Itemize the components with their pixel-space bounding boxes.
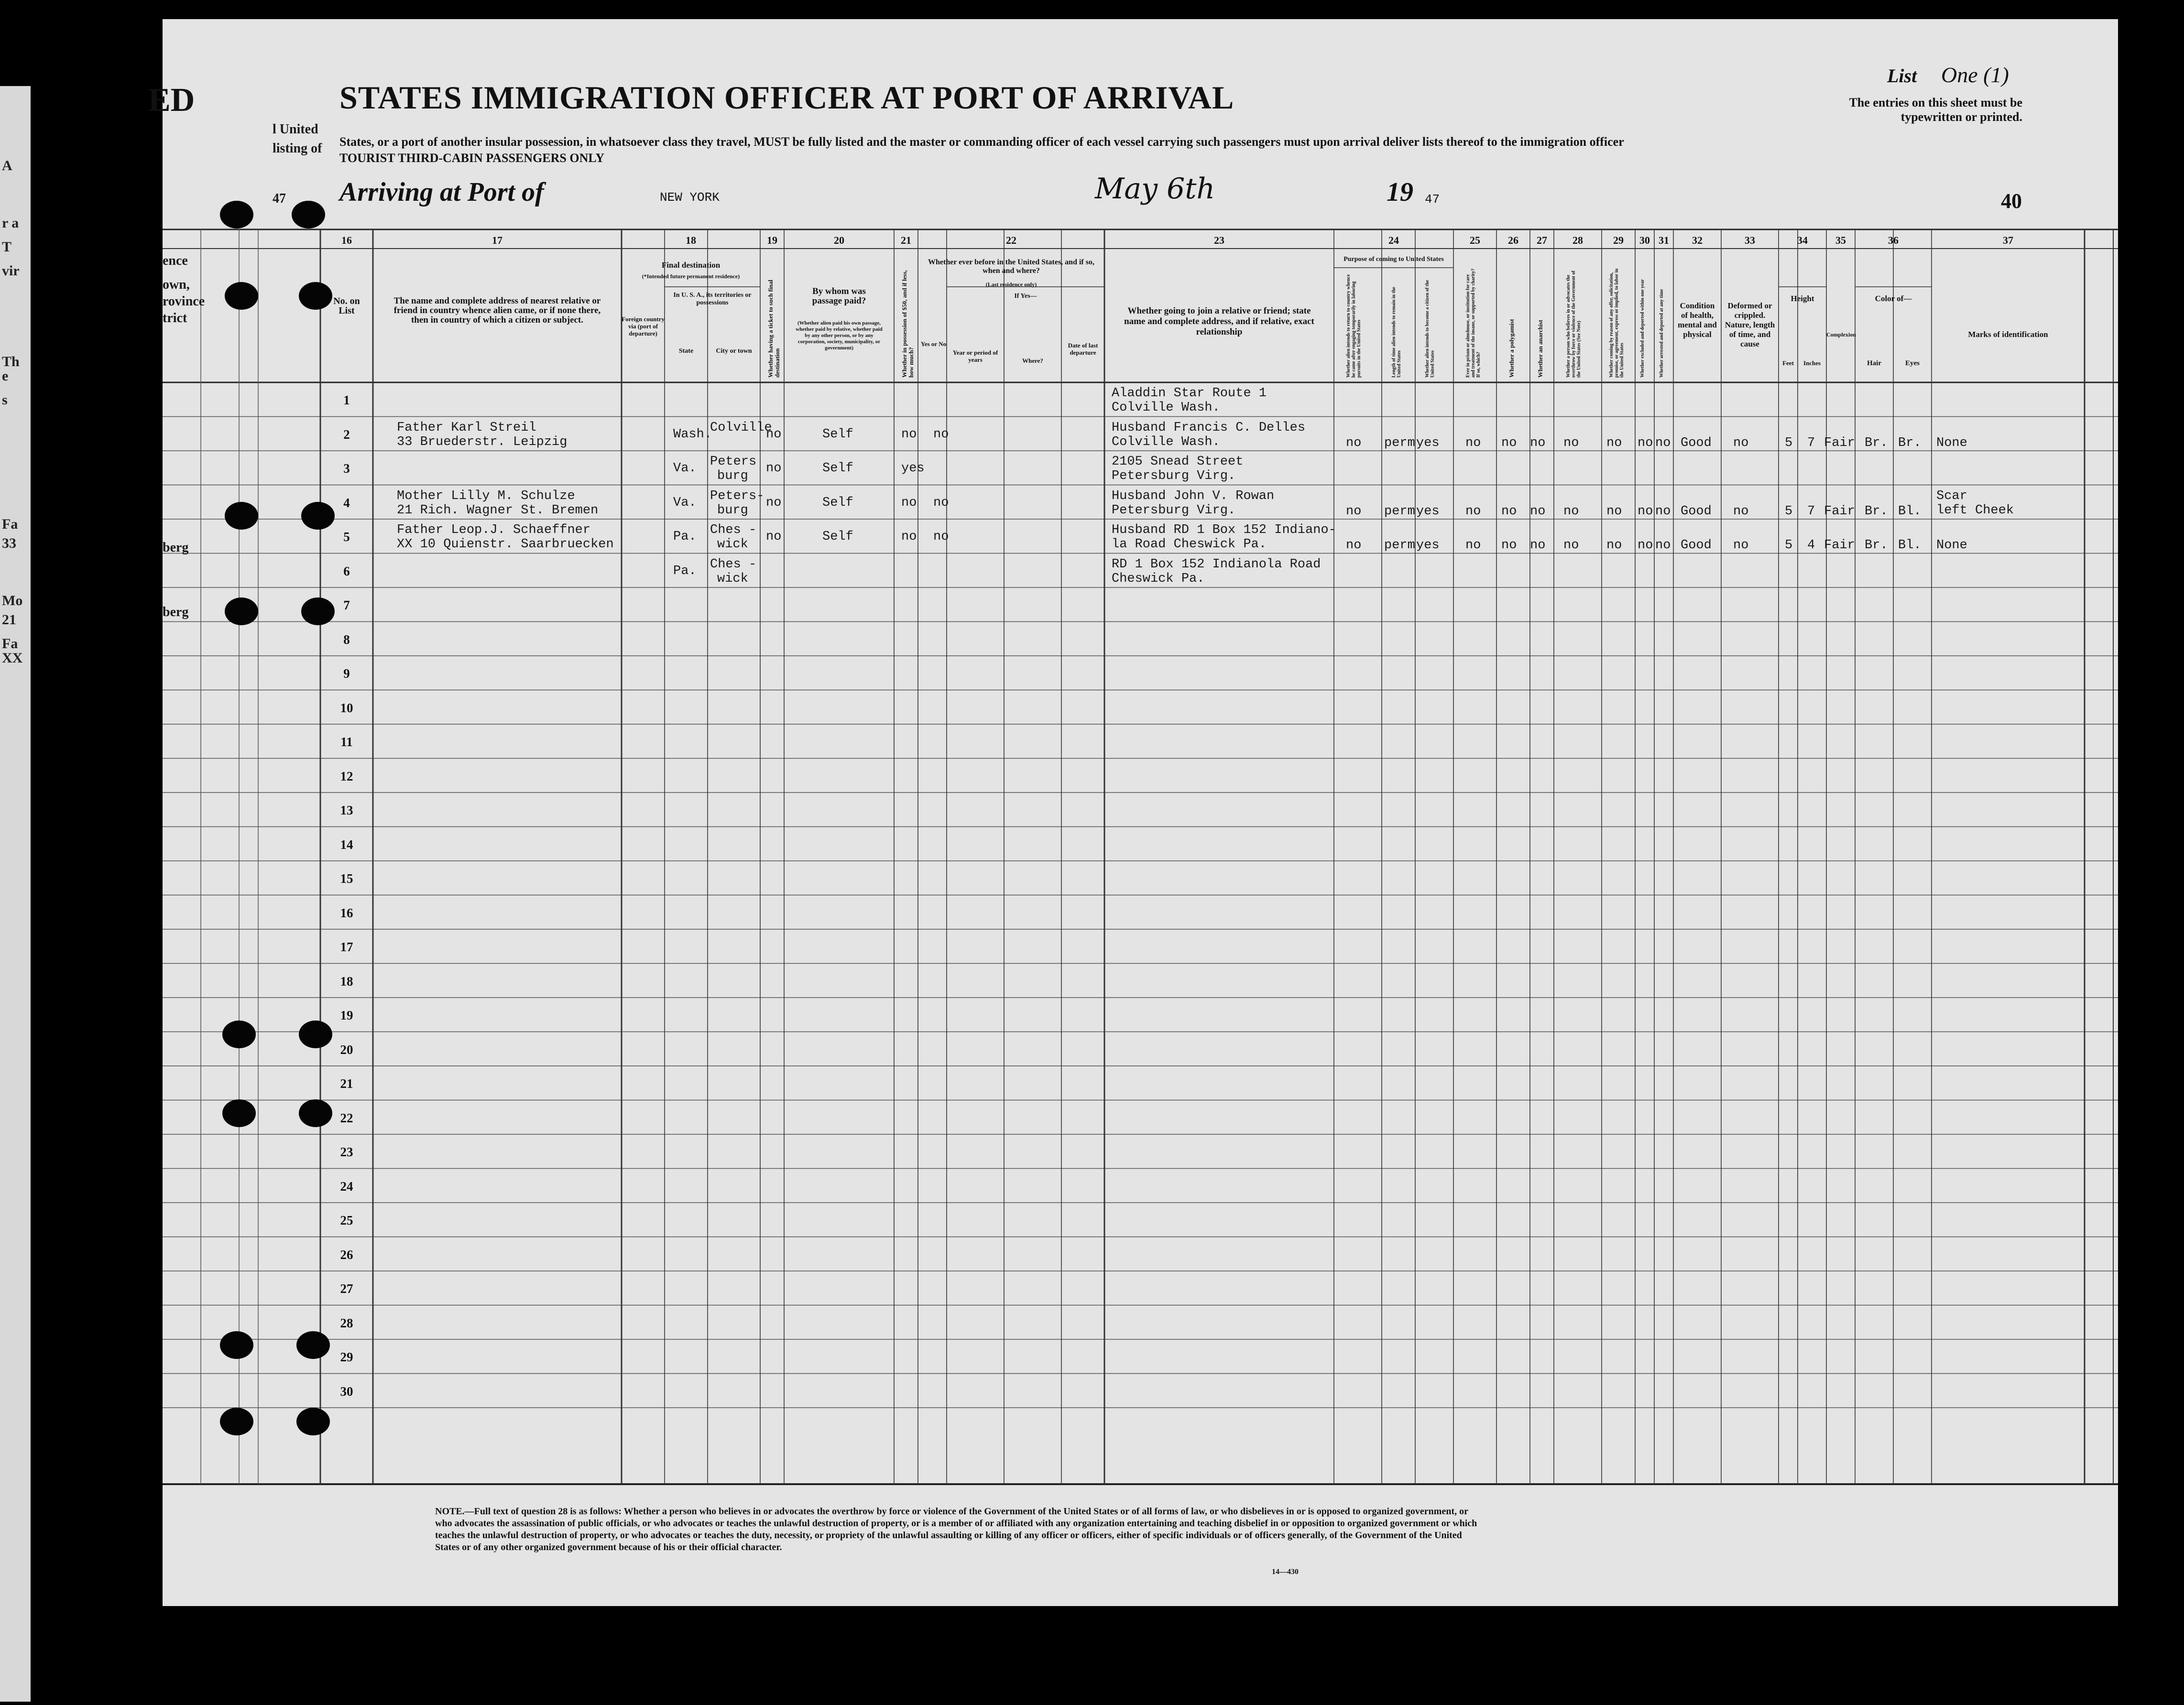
row-number: 7 xyxy=(343,598,350,612)
q26: no xyxy=(1501,538,1517,553)
row-number: 25 xyxy=(340,1213,353,1227)
dest-city: Peters xyxy=(710,455,757,469)
relative-name: Mother Lilly M. Schulze xyxy=(397,489,575,503)
joining-line-1: 2105 Snead Street xyxy=(1112,455,1244,469)
height-feet: 5 xyxy=(1785,504,1793,519)
column-number: 34 xyxy=(1797,234,1808,246)
money: no xyxy=(901,495,917,510)
complexion: Fair xyxy=(1824,538,1855,553)
dest-city: Ches - xyxy=(710,557,757,572)
column-header-q28: Whether a person who believes in or advocates the overthrow by force or violence of the Government of the United States (See Note) xyxy=(1566,271,1582,378)
q29: no xyxy=(1606,435,1622,450)
dest-state: Va. xyxy=(673,461,697,476)
column-header-purpose: Purpose of coming to United States xyxy=(1343,256,1444,263)
column-header-purpose-a: Whether alien intends to return to country whence he came after engaging temporarily in laboring pursuits in the United States xyxy=(1346,274,1362,378)
row-number: 19 xyxy=(340,1008,353,1022)
marks: None xyxy=(1936,538,1967,553)
q30: no xyxy=(1638,435,1653,450)
previous-page-fragment: 47 xyxy=(273,191,286,206)
relative-address: 33 Bruederstr. Leipzig xyxy=(397,434,568,449)
previous-frame-strip xyxy=(0,86,31,1702)
row-number: 27 xyxy=(340,1281,353,1296)
strip-fragment: Fa xyxy=(2,636,18,652)
ticket: no xyxy=(766,530,782,544)
column-header-feet: Feet xyxy=(1782,359,1794,367)
row-number: 28 xyxy=(340,1315,353,1330)
purpose-length: perm xyxy=(1384,538,1415,553)
column-number: 21 xyxy=(901,234,911,246)
dest-state: Va. xyxy=(673,495,697,510)
row-number: 24 xyxy=(340,1179,353,1194)
q30: no xyxy=(1638,538,1653,553)
strip-text-container xyxy=(0,86,31,1702)
column-header-purpose-b: Length of time alien intends to remain in the United States xyxy=(1391,287,1402,378)
hair-color: Br. xyxy=(1865,435,1888,450)
relative-name: Father Karl Streil xyxy=(397,420,536,435)
row-number: 6 xyxy=(343,564,350,578)
column-header-anarchist: Whether an anarchist xyxy=(1537,320,1544,378)
column-number: 30 xyxy=(1639,234,1650,246)
footnote: NOTE.—Full text of question 28 is as follows: Whether a person who believes in or advocates the overthrow by force or violence of the Government of the United States or of all forms of law, or who disbelieves in or is opposed to organized government, or who advocates the assassination of public officials, or who advocates or teaches the unlawful destruction of property, or is a member of or affiliated with any organization entertaining and teaching disbelief in or opposition to organized government or which teaches the unlawful destruction of property, or who advocates or teaches the duty, necessity, or propriety of the unlawful assaulting or killing of any officer or officers, either of specific individuals or of officers generally, of the Government of the United States or of any other organized government because of his or their official character. xyxy=(435,1506,1477,1553)
column-header-color: Color of— xyxy=(1875,294,1912,303)
column-header-passage-paid: By whom was passage paid? xyxy=(812,286,866,306)
page-number: 40 xyxy=(2001,189,2022,213)
arriving-label: Arriving at Port of xyxy=(339,177,544,207)
column-header-complexion: Complexion xyxy=(1826,331,1856,338)
dest-state: Pa. xyxy=(673,530,697,544)
row-number: 29 xyxy=(340,1350,353,1364)
dest-city-2: burg xyxy=(717,503,748,518)
entries-note: The entries on this sheet must be typewritten or printed. xyxy=(1849,96,2022,124)
q27: no xyxy=(1530,435,1546,450)
column-header-relative: The name and complete address of nearest relative or friend in country whence alien came, or if none there, then in country of which a citizen or subject. xyxy=(393,296,601,325)
joining-line-2: Colville Wash. xyxy=(1112,401,1220,415)
passage-paid: Self xyxy=(822,427,853,442)
purpose-return: no xyxy=(1346,538,1362,553)
dest-city: Peters- xyxy=(710,489,764,503)
column-number: 31 xyxy=(1659,234,1669,246)
port-value: NEW YORK xyxy=(660,190,720,205)
purpose-citizen: yes xyxy=(1416,504,1440,519)
height-inches: 4 xyxy=(1807,538,1815,553)
column-number: 19 xyxy=(767,234,777,246)
row-number: 26 xyxy=(340,1247,353,1262)
q28: no xyxy=(1563,538,1579,553)
passage-paid: Self xyxy=(822,461,853,476)
purpose-return: no xyxy=(1346,435,1362,450)
q25: no xyxy=(1465,435,1481,450)
strip-fragment: Fa xyxy=(2,516,18,532)
column-number: 37 xyxy=(2003,234,2013,246)
row-number: 30 xyxy=(340,1384,353,1399)
purpose-length: perm xyxy=(1384,435,1415,450)
joining-line-1: Husband John V. Rowan xyxy=(1112,489,1275,503)
row-number: 23 xyxy=(340,1145,353,1159)
money: no xyxy=(901,530,917,544)
joining-line-2: Petersburg Virg. xyxy=(1112,503,1236,518)
row-number: 22 xyxy=(340,1110,353,1125)
previous-page-fragment: rovince xyxy=(163,294,205,309)
hair-color: Br. xyxy=(1865,538,1888,553)
q29: no xyxy=(1606,504,1622,519)
joining-line-2: Colville Wash. xyxy=(1112,434,1220,449)
q31: no xyxy=(1655,504,1671,519)
joining-line-1: Husband Francis C. Delles xyxy=(1112,420,1306,435)
column-number: 32 xyxy=(1692,234,1703,246)
row-number: 14 xyxy=(340,837,353,852)
previous-page-fragment: ence xyxy=(163,253,188,268)
dest-city: Colville xyxy=(710,420,772,435)
row-number: 20 xyxy=(340,1042,353,1057)
deformed: no xyxy=(1733,538,1749,553)
dest-state: Wash. xyxy=(673,427,712,442)
row-number: 17 xyxy=(340,940,353,954)
column-header-final-destination-sub: (*Intended future permanent residence) xyxy=(642,273,740,280)
ticket: no xyxy=(766,495,782,510)
purpose-citizen: yes xyxy=(1416,435,1440,450)
column-header-inches: Inches xyxy=(1803,359,1821,367)
intro-text: States, or a port of another insular possession, in whatsoever class they travel, MUST be fully listed and the master or commanding officer of each vessel carrying such passengers must upon arrival deliver lists thereof to the immigration officer xyxy=(339,135,1624,149)
column-header-before-in-us: Whether ever before in the United States, and if so, when and where? xyxy=(928,258,1094,275)
row-number: 2 xyxy=(343,427,350,442)
row-number: 12 xyxy=(340,769,353,783)
strip-fragment: Mo xyxy=(2,593,23,608)
column-header-height: Height xyxy=(1791,294,1814,303)
previous-page-fragment: berg xyxy=(163,540,189,555)
height-inches: 7 xyxy=(1807,504,1815,519)
column-number: 36 xyxy=(1888,234,1899,246)
height-feet: 5 xyxy=(1785,435,1793,450)
joining-line-1: RD 1 Box 152 Indianola Road xyxy=(1112,557,1321,572)
row-number: 13 xyxy=(340,803,353,817)
column-header-polygamist: Whether a polygamist xyxy=(1508,319,1515,378)
list-value-handwritten: One (1) xyxy=(1941,63,2009,87)
row-number: 11 xyxy=(340,735,353,749)
column-header-usa: In U. S. A., its territories or possessions xyxy=(673,292,752,306)
column-header-marks: Marks of identification xyxy=(1968,330,2048,339)
passenger-class-line: TOURIST THIRD-CABIN PASSENGERS ONLY xyxy=(339,151,605,165)
q25: no xyxy=(1465,504,1481,519)
eye-color: Bl. xyxy=(1898,504,1922,519)
column-header-city: City or town xyxy=(716,348,752,355)
complexion: Fair xyxy=(1824,435,1855,450)
column-header-prison: Ever in prison or almshouse, or institution for care and treatment of the insane, or supported by charity? If so, which? xyxy=(1465,268,1481,378)
joining-line-2: Petersburg Virg. xyxy=(1112,469,1236,483)
strip-fragment: XX xyxy=(2,650,23,666)
column-header-money: Whether in possession of $50, and if less, how much? xyxy=(901,270,915,378)
q28: no xyxy=(1563,435,1579,450)
column-header-date-departure: Date of last departure xyxy=(1068,342,1098,356)
page-title: STATES IMMIGRATION OFFICER AT PORT OF ARRIVAL xyxy=(339,79,1234,116)
previous-page-fragment: l United xyxy=(273,122,318,137)
q31: no xyxy=(1655,435,1671,450)
purpose-return: no xyxy=(1346,504,1362,519)
joining-line-2: la Road Cheswick Pa. xyxy=(1112,537,1267,552)
column-header-purpose-c: Whether alien intends to become a citizen of the United States xyxy=(1425,280,1435,378)
previous-page-fragment: listing of xyxy=(273,141,322,156)
health: Good xyxy=(1681,538,1712,553)
column-number: 16 xyxy=(341,234,352,246)
row-number: 10 xyxy=(340,700,353,715)
strip-fragment: vir xyxy=(2,263,20,279)
relative-name: Father Leop.J. Schaeffner xyxy=(397,523,591,537)
complexion: Fair xyxy=(1824,504,1855,519)
column-number: 27 xyxy=(1537,234,1547,246)
year-label: 19 xyxy=(1387,177,1413,207)
arrival-date-handwritten: May 6th xyxy=(1095,172,1215,206)
dest-city-2: burg xyxy=(717,469,748,483)
deformed: no xyxy=(1733,435,1749,450)
column-number: 24 xyxy=(1388,234,1399,246)
previous-page-title: ED xyxy=(148,82,195,119)
relative-address: XX 10 Quienstr. Saarbruecken xyxy=(397,537,614,552)
strip-fragment: T xyxy=(2,239,12,255)
sheet-content xyxy=(148,19,2118,1606)
column-number: 29 xyxy=(1613,234,1624,246)
money: no xyxy=(901,427,917,442)
q25: no xyxy=(1465,538,1481,553)
row-number: 4 xyxy=(343,495,350,510)
strip-fragment: 33 xyxy=(2,535,16,551)
dest-state: Pa. xyxy=(673,564,697,578)
column-number: 33 xyxy=(1745,234,1755,246)
marks-2: left Cheek xyxy=(1936,503,2014,518)
hair-color: Br. xyxy=(1865,504,1888,519)
column-header-if-yes: If Yes— xyxy=(1014,293,1037,300)
strip-fragment: r a xyxy=(2,215,19,231)
year-value: 47 xyxy=(1425,192,1440,206)
column-header-q30: Whether excluded and deported within one year xyxy=(1640,279,1645,378)
column-header-yes-no: Yes or No xyxy=(920,340,947,348)
column-header-health: Condition of health, mental and physical xyxy=(1678,301,1717,339)
column-header-eyes: Eyes xyxy=(1905,359,1920,367)
q27: no xyxy=(1530,504,1546,519)
ticket: no xyxy=(766,427,782,442)
column-number: 22 xyxy=(1006,234,1016,246)
column-number: 26 xyxy=(1508,234,1518,246)
row-number: 21 xyxy=(340,1076,353,1091)
column-header-final-destination: Final destination xyxy=(661,261,721,270)
previous-page-fragment: berg xyxy=(163,605,189,619)
q31: no xyxy=(1655,538,1671,553)
column-header-q29: Whether coming by reason of any offer, solicitation, promise, or agreement, express or implied, to labor in the United States xyxy=(1609,268,1625,378)
joining-line-2: Cheswick Pa. xyxy=(1112,571,1205,586)
previous-page-fragment: trict xyxy=(163,311,187,326)
health: Good xyxy=(1681,504,1712,519)
eye-color: Bl. xyxy=(1898,538,1922,553)
column-header-passage-paid-sub: (Whether alien paid his own passage, whether paid by relative, whether paid by any other person, or by any corporation, society, municipality, or government) xyxy=(796,320,883,351)
purpose-citizen: yes xyxy=(1416,538,1440,553)
purpose-length: perm xyxy=(1384,504,1415,519)
column-header-where: Where? xyxy=(1022,357,1043,364)
passage-paid: Self xyxy=(822,530,853,544)
deformed: no xyxy=(1733,504,1749,519)
column-header-hair: Hair xyxy=(1867,359,1881,367)
row-number: 8 xyxy=(343,632,350,647)
money: yes xyxy=(901,461,925,476)
dest-city-2: wick xyxy=(717,537,748,552)
marks: None xyxy=(1936,435,1967,450)
strip-fragment: A xyxy=(2,158,12,174)
list-label: List xyxy=(1887,65,1917,87)
strip-fragment: e xyxy=(2,368,9,384)
q26: no xyxy=(1501,504,1517,519)
q29: no xyxy=(1606,538,1622,553)
column-header-before-sub: (Last residence only) xyxy=(985,281,1037,288)
before-in-us: no xyxy=(933,495,949,510)
column-header-deformed: Deformed or crippled. Nature, length of time, and cause xyxy=(1725,301,1775,348)
column-number: 23 xyxy=(1214,234,1224,246)
before-in-us: no xyxy=(933,530,949,544)
row-number: 1 xyxy=(343,393,350,407)
dest-city: Ches - xyxy=(710,523,757,537)
ticket: no xyxy=(766,461,782,476)
row-number: 5 xyxy=(343,530,350,544)
health: Good xyxy=(1681,435,1712,450)
previous-page-fragment: own, xyxy=(163,277,190,292)
q26: no xyxy=(1501,435,1517,450)
strip-fragment: s xyxy=(2,392,8,408)
column-header-ticket: Whether having a ticket to such final destination xyxy=(767,280,781,378)
marks: Scar xyxy=(1936,489,1967,503)
column-header-foreign-country: Foreign country via (port of departure) xyxy=(622,315,665,337)
form-code: 14—430 xyxy=(1272,1568,1299,1576)
column-number: 28 xyxy=(1572,234,1583,246)
strip-fragment: 21 xyxy=(2,612,16,628)
column-header-join-relative: Whether going to join a relative or friend; state name and complete address, and if relative, exact relationship xyxy=(1124,306,1314,337)
column-number: 18 xyxy=(686,234,696,246)
row-number: 18 xyxy=(340,974,353,988)
relative-address: 21 Rich. Wagner St. Bremen xyxy=(397,503,599,518)
column-number: 17 xyxy=(492,234,502,246)
column-number: 35 xyxy=(1835,234,1846,246)
joining-line-1: Aladdin Star Route 1 xyxy=(1112,386,1267,401)
q28: no xyxy=(1563,504,1579,519)
column-number: 20 xyxy=(834,234,844,246)
passage-paid: Self xyxy=(822,495,853,510)
before-in-us: no xyxy=(933,427,949,442)
row-number: 15 xyxy=(340,871,353,886)
height-feet: 5 xyxy=(1785,538,1793,553)
column-number: 25 xyxy=(1470,234,1480,246)
eye-color: Br. xyxy=(1898,435,1922,450)
strip-fragment: Th xyxy=(2,354,20,369)
row-number: 16 xyxy=(340,905,353,920)
row-number: 9 xyxy=(343,666,350,681)
dest-city-2: wick xyxy=(717,571,748,586)
column-header-q31: Whether arrested and deported at any time xyxy=(1659,289,1664,378)
q30: no xyxy=(1638,504,1653,519)
row-number: 3 xyxy=(343,461,350,476)
manifest-sheet xyxy=(148,19,2118,1606)
column-header-state: State xyxy=(678,348,694,355)
column-header-year: Year or period of years xyxy=(952,349,998,363)
column-header-no-on-list: No. on List xyxy=(333,296,360,316)
height-inches: 7 xyxy=(1807,435,1815,450)
q27: no xyxy=(1530,538,1546,553)
joining-line-1: Husband RD 1 Box 152 Indiano- xyxy=(1112,523,1336,537)
